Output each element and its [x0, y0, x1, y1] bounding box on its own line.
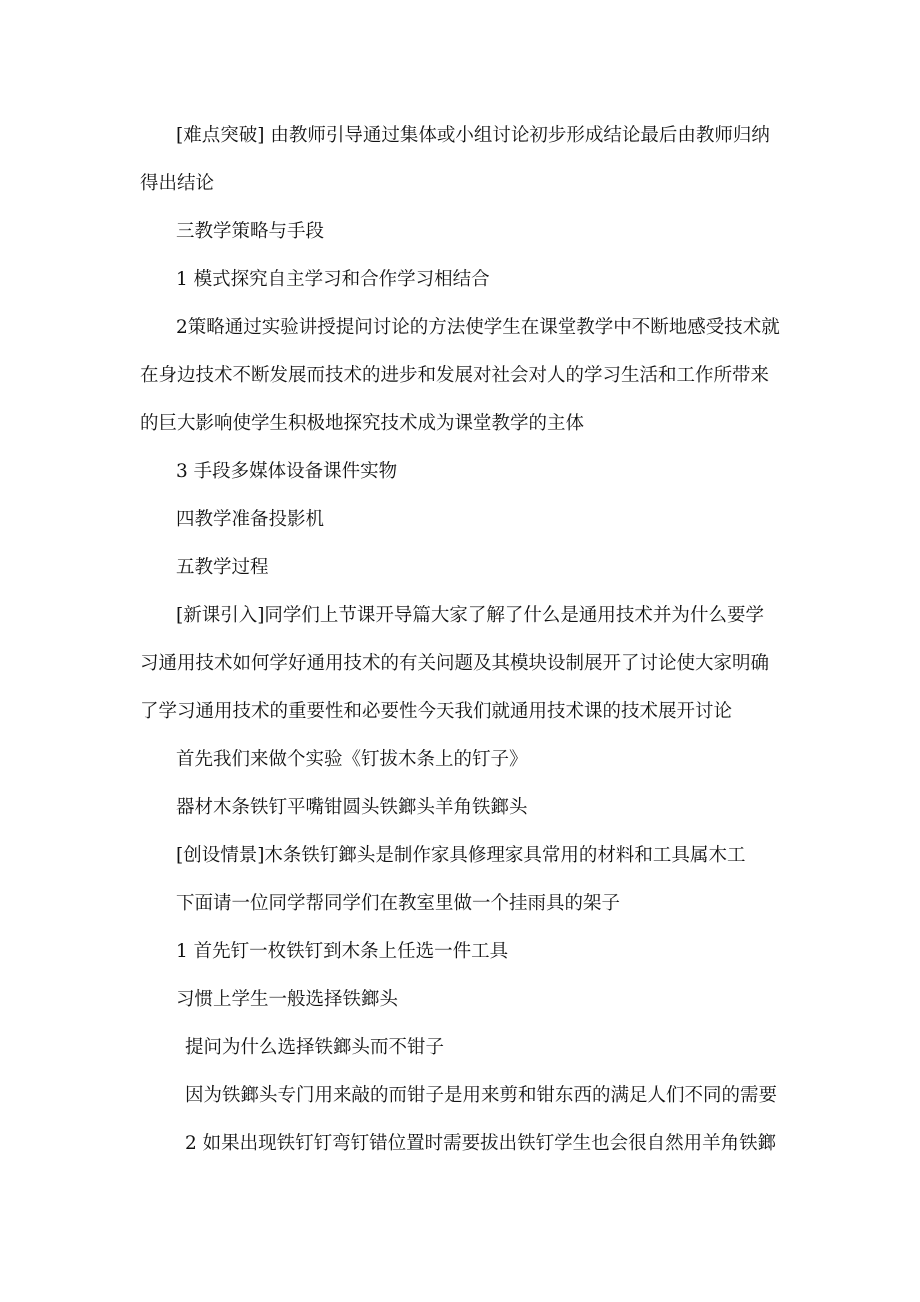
paragraph-difficulty-line-1: [难点突破] 由教师引导通过集体或小组讨论初步形成结论最后由教师归纳: [176, 125, 770, 146]
paragraph-intro-line-3: 了学习通用技术的重要性和必要性今天我们就通用技术课的技术展开讨论: [140, 701, 733, 722]
strategy-item-3: 3 手段多媒体设备课件实物: [176, 461, 398, 482]
strategy-item-2-line-2: 在身边技术不断发展而技术的进步和发展对社会对人的学习生活和工作所带来: [140, 365, 770, 386]
scenario-paragraph: [创设情景]木条铁钉鎯头是制作家具修理家具常用的材料和工具属木工: [176, 845, 746, 866]
experiment-intro: 首先我们来做个实验《钉拔木条上的钉子》: [176, 749, 528, 770]
paragraph-intro-line-2: 习通用技术如何学好通用技术的有关问题及其模块设制展开了讨论使大家明确: [140, 653, 770, 674]
heading-teaching-strategy: 三教学策略与手段: [176, 221, 325, 242]
strategy-item-1: 1 模式探究自主学习和合作学习相结合: [176, 269, 490, 290]
strategy-item-2-line-1: 2策略通过实验讲授提问讨论的方法使学生在课堂教学中不断地感受技术就: [176, 317, 780, 338]
paragraph-intro-line-1: [新课引入]同学们上节课开导篇大家了解了什么是通用技术并为什么要学: [176, 605, 764, 626]
equipment-list: 器材木条铁钉平嘴钳圆头铁鎯头羊角铁鎯头: [176, 797, 528, 818]
student-habit: 习惯上学生一般选择铁鎯头: [176, 989, 399, 1010]
step-2: 2 如果出现铁钉钉弯钉错位置时需要拔出铁钉学生也会很自然用羊角铁鎯: [185, 1133, 777, 1154]
task-paragraph: 下面请一位同学帮同学们在教室里做一个挂雨具的架子: [176, 893, 621, 914]
strategy-item-2-line-3: 的巨大影响使学生积极地探究技术成为课堂教学的主体: [140, 413, 585, 434]
step-1: 1 首先钉一枚铁钉到木条上任选一件工具: [176, 941, 509, 962]
paragraph-difficulty-line-2: 得出结论: [140, 173, 215, 194]
question-line: 提问为什么选择铁鎯头而不钳子: [185, 1037, 445, 1058]
answer-line: 因为铁鎯头专门用来敲的而钳子是用来剪和钳东西的满足人们不同的需要: [185, 1085, 778, 1106]
heading-teaching-process: 五教学过程: [176, 557, 269, 578]
heading-teaching-preparation: 四教学准备投影机: [176, 509, 325, 530]
